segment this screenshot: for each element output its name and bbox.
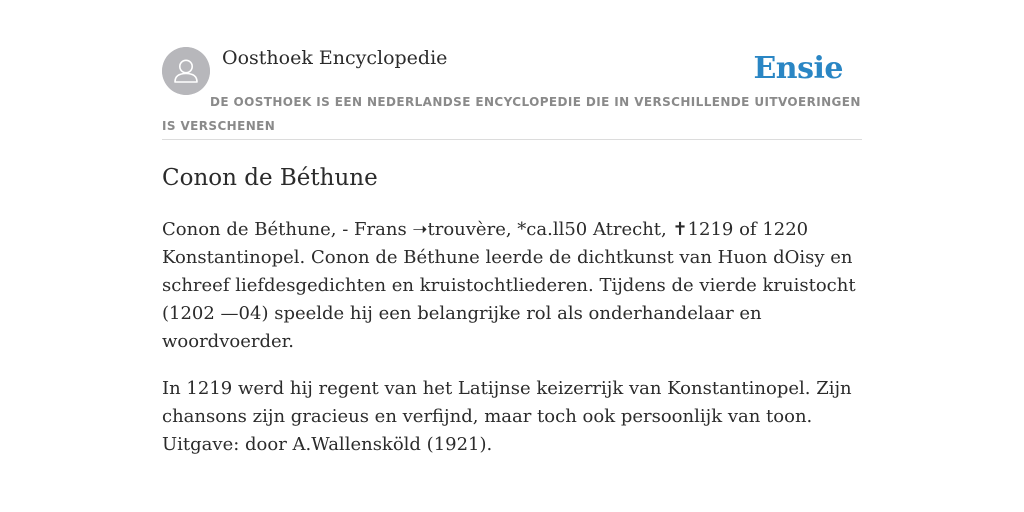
article-title: Conon de Béthune (162, 165, 378, 191)
user-avatar-icon[interactable] (162, 47, 210, 95)
site-title[interactable]: Oosthoek Encyclopedie (222, 47, 448, 69)
article-paragraph: In 1219 werd hij regent van het Latijnse keizerrijk van Konstantinopel. Zijn chansons zijn gracieus en verfijnd, maar toch ook persoonlijk van toon. Uitgave: door A.Wallensköld (1921). (162, 378, 852, 455)
site-header (162, 40, 862, 140)
article (162, 160, 862, 459)
site-tagline: DE OOSTHOEK IS EEN NEDERLANDSE ENCYCLOPEDIE DIE IN VERSCHILLENDE UITVOERINGEN IS VERSCHENEN (162, 95, 861, 133)
brand-logo[interactable]: Ensie (753, 51, 843, 86)
article-paragraph: Conon de Béthune, - Frans ➝trouvère, *ca.ll50 Atrecht, ✝1219 of 1220 Konstantinopel. Conon de Béthune leerde de dichtkunst van Huon dOisy en schreef liefdesgedichten en kruistochtliederen. Tijdens de vierde kruistocht (1202 —04) speelde hij een belangrijke rol als onderhandelaar en woordvoerder. (162, 219, 856, 352)
